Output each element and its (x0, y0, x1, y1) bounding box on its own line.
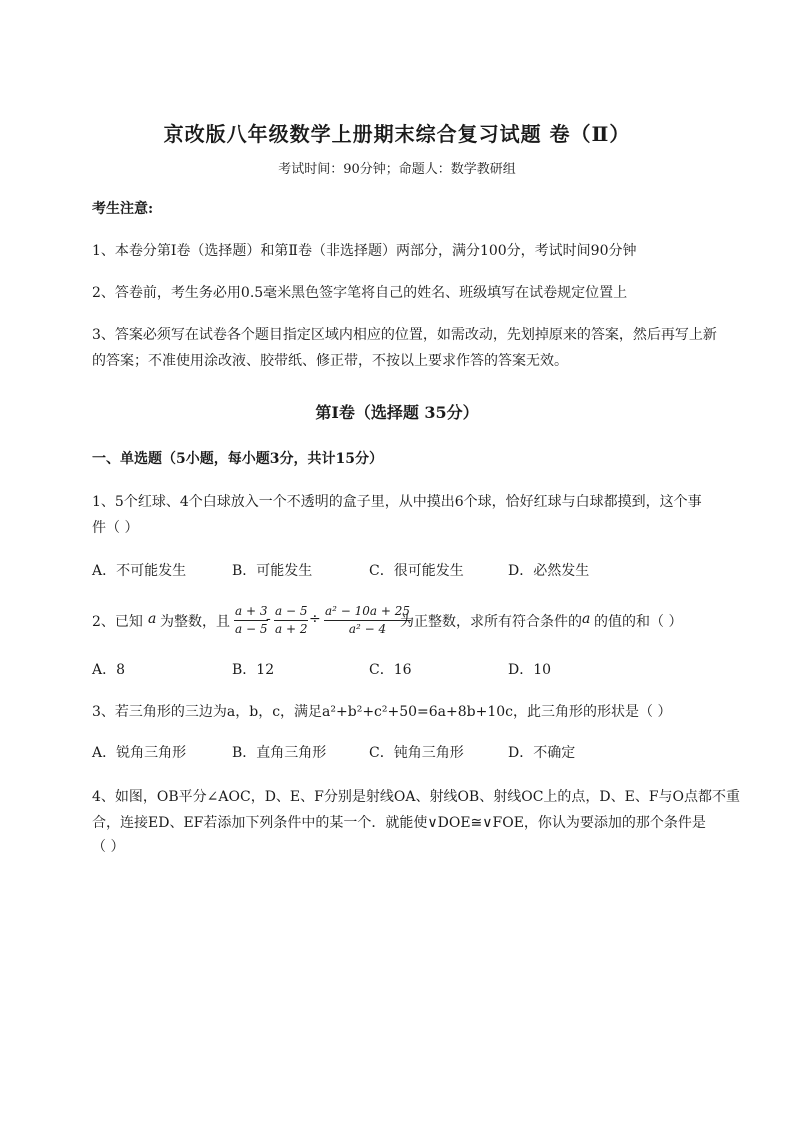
part-heading: 一、单选题（5小题，每小题3分，共计15分） (92, 451, 383, 467)
question-3: 3、若三角形的三边为a，b，c，满足a²+b²+c²+50=6a+8b+10c，此三角形的形状是（ ） (92, 704, 672, 720)
option-b[interactable]: B．直角三角形 (232, 745, 327, 761)
note-2: 2、答卷前，考生务必用0.5毫米黑色签字笔将自己的姓名、班级填写在试卷规定位置上 (92, 285, 628, 301)
question-3-options (92, 742, 752, 766)
option-a[interactable]: A．8 (92, 662, 126, 678)
option-d[interactable]: D．10 (508, 662, 552, 678)
option-a[interactable]: A．锐角三角形 (92, 745, 187, 761)
note-1: 1、本卷分第I卷（选择题）和第Ⅱ卷（非选择题）两部分，满分100分，考试时间90分钟 (92, 243, 637, 259)
section-title: 第I卷（选择题 35分） (315, 403, 479, 422)
question-4-line-1: 4、如图，OB平分∠AOC，D、E、F分别是射线OA、射线OB、射线OC上的点，D、E、F与O点都不重 (92, 789, 741, 805)
question-1-options (92, 560, 752, 584)
fraction-3-denominator: a² − 4 (348, 622, 387, 636)
divide-sign: ÷ (309, 611, 321, 627)
fraction-2-numerator: a − 5 (274, 603, 308, 621)
question-1-line-2: 件（ ） (92, 520, 139, 536)
fraction-1-numerator: a + 3 (234, 603, 268, 621)
fraction-3 (324, 603, 411, 638)
fraction-2 (274, 603, 308, 638)
question-2 (92, 603, 772, 643)
option-d[interactable]: D．必然发生 (508, 563, 590, 579)
option-a[interactable]: A．不可能发生 (92, 563, 187, 579)
option-c[interactable]: C．很可能发生 (369, 563, 464, 579)
option-c[interactable]: C．钝角三角形 (369, 745, 464, 761)
question-2-options (92, 659, 752, 683)
question-1-line-1: 1、5个红球、4个白球放入一个不透明的盒子里，从中摸出6个球，恰好红球与白球都摸到，这个事 (92, 494, 702, 510)
question-4-line-3: （ ） (92, 839, 125, 855)
option-c[interactable]: C．16 (369, 662, 412, 678)
fraction-2-denominator: a + 2 (275, 622, 308, 636)
question-2-suffix-2: 的值的和（ ） (594, 614, 683, 630)
fraction-1 (234, 603, 268, 638)
exam-info: 考试时间：90分钟；命题人：数学教研组 (278, 162, 516, 177)
question-4-line-2: 合，连接ED、EF若添加下列条件中的某一个．就能使∨DOE≅∨FOE，你认为要添加的那个条件是 (92, 815, 706, 831)
note-3-line-2: 的答案；不准使用涂改液、胶带纸、修正带，不按以上要求作答的答案无效。 (92, 353, 568, 369)
notes-heading: 考生注意: (92, 201, 154, 217)
question-2-mid: 为整数，且 (160, 614, 230, 630)
page-title: 京改版八年级数学上册期末综合复习试题 卷（Ⅱ） (163, 122, 631, 146)
minus-sign: - (266, 611, 271, 627)
question-2-var-a: a (148, 611, 157, 627)
fraction-3-numerator: a² − 10a + 25 (324, 603, 411, 621)
question-2-suffix-1: 为正整数，求所有符合条件的 (400, 614, 582, 630)
option-d[interactable]: D．不确定 (508, 745, 576, 761)
option-b[interactable]: B．12 (232, 662, 275, 678)
note-3-line-1: 3、答案必须写在试卷各个题目指定区域内相应的位置，如需改动，先划掉原来的答案，然后再写上新 (92, 327, 717, 343)
fraction-1-denominator: a − 5 (235, 622, 268, 636)
question-2-var-a-2: a (582, 611, 591, 627)
option-b[interactable]: B．可能发生 (232, 563, 313, 579)
question-2-prefix: 2、已知 (92, 614, 143, 630)
